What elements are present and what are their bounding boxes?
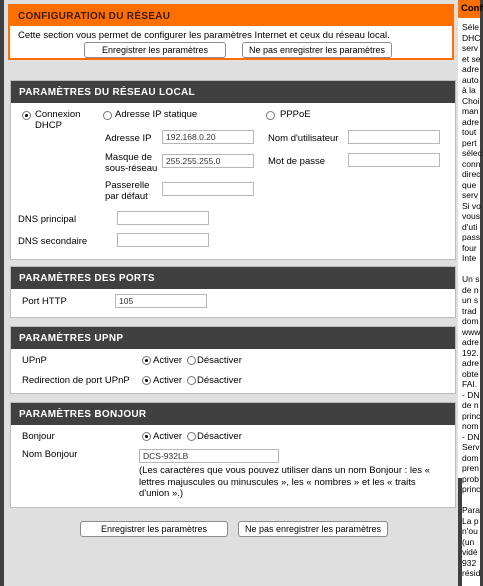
save-button-bottom[interactable]: Enregistrer les paramètres xyxy=(80,521,228,537)
save-button-top[interactable]: Enregistrer les paramètres xyxy=(84,42,226,58)
nosave-button-top[interactable]: Ne pas enregistrer les paramètres xyxy=(242,42,392,58)
lan-title: PARAMÈTRES DU RÉSEAU LOCAL xyxy=(11,81,455,103)
http-port-label: Port HTTP xyxy=(22,296,67,307)
bonjour-name-field[interactable] xyxy=(139,449,279,463)
nosave-button-bottom[interactable]: Ne pas enregistrer les paramètres xyxy=(238,521,388,537)
bonjour-label: Bonjour xyxy=(22,431,55,442)
upnp-label: UPnP xyxy=(22,355,47,366)
upnp-disable-label: Désactiver xyxy=(197,355,242,366)
upnp-disable-radio[interactable] xyxy=(187,356,196,365)
help-sidebar xyxy=(458,0,483,586)
gateway-label: Passerelle par défaut xyxy=(105,180,150,202)
pppoe-label: PPPoE xyxy=(280,109,311,120)
bonjour-title: PARAMÈTRES BONJOUR xyxy=(11,403,455,425)
bonjour-enable-radio[interactable] xyxy=(142,432,151,441)
main-panel xyxy=(4,0,458,586)
dns1-field[interactable] xyxy=(117,211,209,225)
password-field[interactable] xyxy=(348,153,440,167)
redirect-disable-label: Désactiver xyxy=(197,375,242,386)
static-ip-radio[interactable] xyxy=(103,111,112,120)
http-port-field[interactable] xyxy=(115,294,207,308)
gateway-field[interactable] xyxy=(162,182,254,196)
redirect-enable-label: Activer xyxy=(153,375,183,386)
redirect-disable-radio[interactable] xyxy=(187,376,196,385)
username-field[interactable] xyxy=(348,130,440,144)
password-label: Mot de passe xyxy=(268,156,326,167)
dhcp-label: Connexion DHCP xyxy=(35,109,81,131)
mask-field[interactable] xyxy=(162,154,254,168)
dns1-label: DNS principal xyxy=(18,214,77,225)
bonjour-name-label: Nom Bonjour xyxy=(22,449,78,460)
static-ip-label: Adresse IP statique xyxy=(115,109,198,120)
upnp-enable-radio[interactable] xyxy=(142,356,151,365)
upnp-enable-label: Activer xyxy=(153,355,183,366)
bonjour-note: (Les caractères que vous pouvez utiliser dans un nom Bonjour : les « lettres majuscules ou minuscules », les « nombres » et les « traits d'union ».) xyxy=(139,465,430,499)
ip-label: Adresse IP xyxy=(105,133,152,144)
bonjour-disable-radio[interactable] xyxy=(187,432,196,441)
dns2-field[interactable] xyxy=(117,233,209,247)
ports-section xyxy=(10,266,456,318)
intro-text: Cette section vous permet de configurer les paramètres Internet et ceux du réseau local. xyxy=(18,30,390,41)
help-title: Conf xyxy=(458,0,480,18)
pppoe-radio[interactable] xyxy=(266,111,275,120)
dns2-label: DNS secondaire xyxy=(18,236,88,247)
lan-section xyxy=(10,80,456,260)
network-config-section xyxy=(8,4,454,60)
ports-title: PARAMÈTRES DES PORTS xyxy=(11,267,455,289)
redirect-enable-radio[interactable] xyxy=(142,376,151,385)
upnp-title: PARAMÈTRES UPNP xyxy=(11,327,455,349)
bonjour-enable-label: Activer xyxy=(153,431,183,442)
bonjour-disable-label: Désactiver xyxy=(197,431,242,442)
mask-label: Masque de sous-réseau xyxy=(105,152,158,174)
help-text: Séle DHC serv et se adre auto à la Choi man adre tout pert sélec conn direc que serv Si vo vous d'uti pass four Inte Un s de n un s trad dom www adre 192. adre obte FAI. - DN de n princ nom - DN Serv dom pren prob princ Para La p n'ou (un vidé 932 résid xyxy=(462,22,482,578)
user-label: Nom d'utilisateur xyxy=(268,133,339,144)
dhcp-radio[interactable] xyxy=(22,111,31,120)
section-title: CONFIGURATION DU RÉSEAU xyxy=(10,6,452,26)
port-redirect-label: Redirection de port UPnP xyxy=(22,375,130,386)
ip-field[interactable] xyxy=(162,130,254,144)
